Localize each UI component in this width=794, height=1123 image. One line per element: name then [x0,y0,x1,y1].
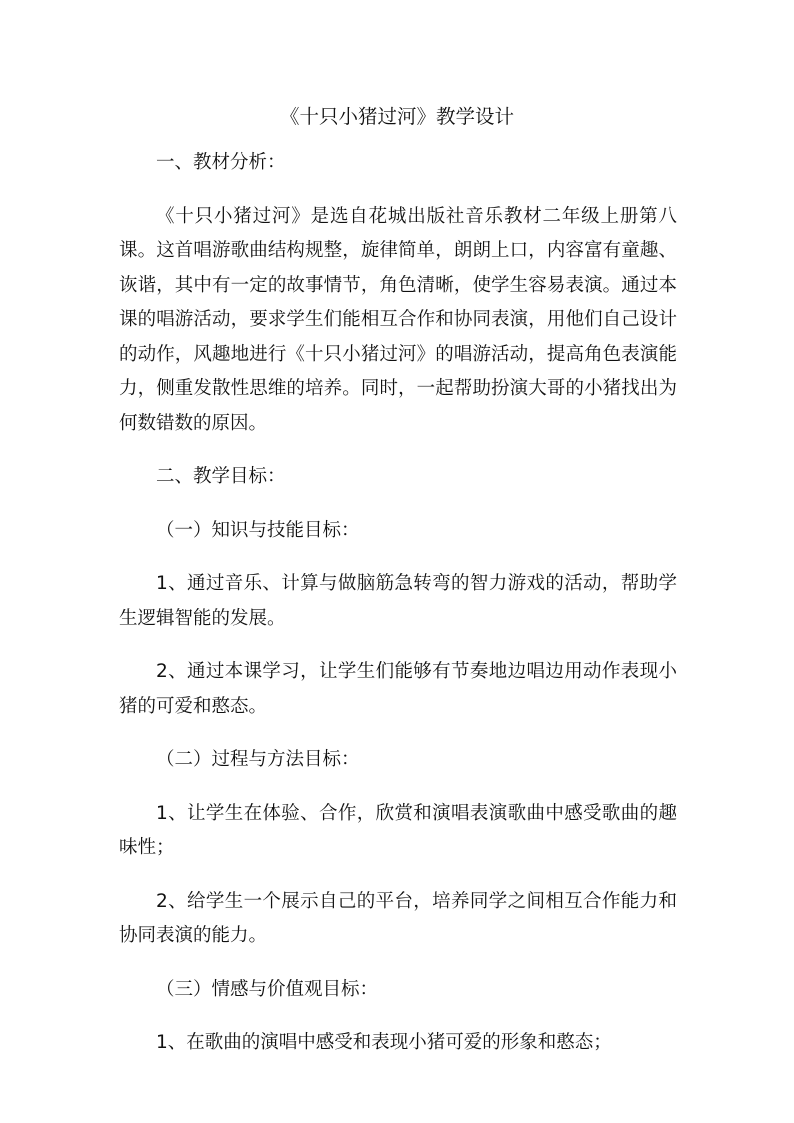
goal-item-process-2: 2、给学生一个展示自己的平台，培养同学之间相互合作能力和协同表演的能力。 [119,890,677,946]
goal-item-knowledge-2: 2、通过本课学习，让学生们能够有节奏地边唱边用动作表现小猪的可爱和憨态。 [119,661,677,717]
subheading-process-method: （二）过程与方法目标： [156,749,360,770]
goal-item-emotion-1: 1、在歌曲的演唱中感受和表现小猪可爱的形象和憨态； [156,1032,612,1053]
subheading-knowledge-skills: （一）知识与技能目标： [156,519,360,541]
document-body [119,146,677,1061]
document-title: 《十只小猪过河》教学设计 [279,105,514,128]
goal-item-knowledge-1: 1、通过音乐、计算与做脑筋急转弯的智力游戏的活动，帮助学生逻辑智能的发展。 [119,573,677,629]
section-heading-goals: 二、教学目标： [156,466,286,487]
analysis-paragraph: 《十只小猪过河》是选自花城出版社音乐教材二年级上册第八课。这首唱游歌曲结构规整，旋律简单，朗朗上口，内容富有童趣、诙谐，其中有一定的故事情节，角色清晰，使学生容易表演。通过本课的唱游活动，要求学生们能相互合作和协同表演，用他们自己设计的动作，风趣地进行《十只小猪过河》的唱游活动，提高角色表演能力，侧重发散性思维的培养。同时，一起帮助扮演大哥的小猪找出为何数错数的原因。 [119,205,677,434]
section-heading-analysis: 一、教材分析： [156,152,286,173]
goal-item-process-1: 1、让学生在体验、合作，欣赏和演唱表演歌曲中感受歌曲的趣味性； [119,802,677,858]
subheading-emotion-values: （三）情感与价值观目标： [156,978,379,1000]
